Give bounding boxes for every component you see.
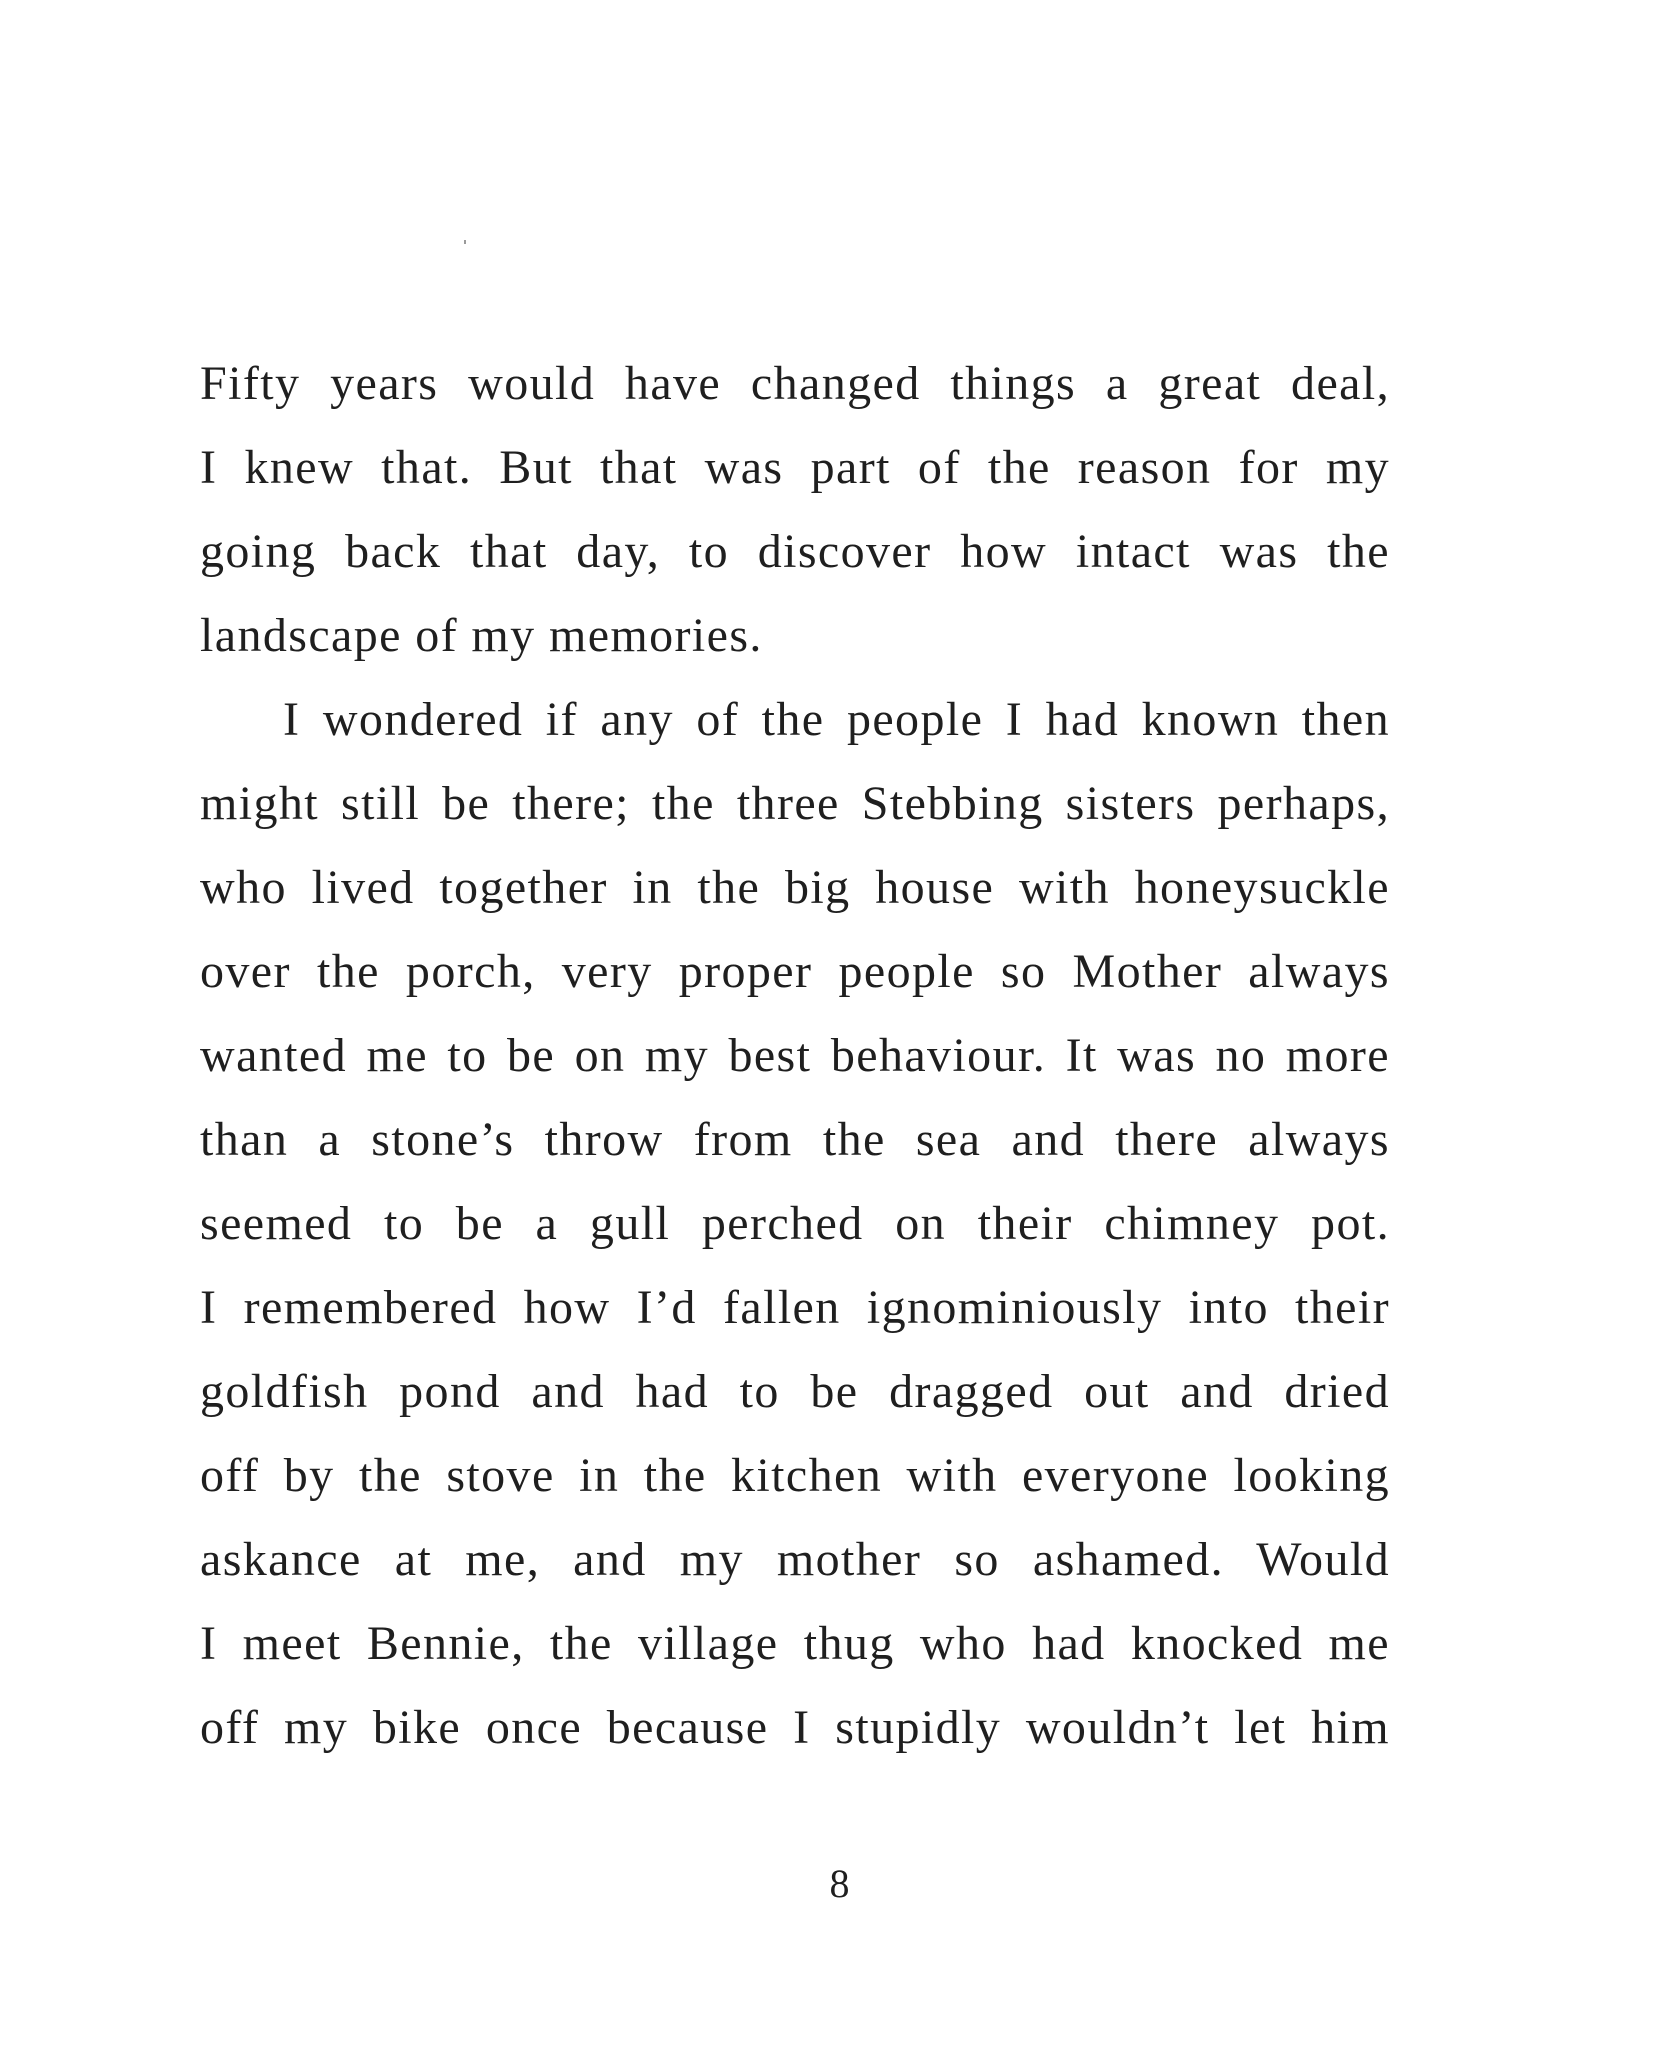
body-text	[200, 342, 1390, 1770]
text-line: off my bike once because I stupidly wouldn’t let him	[200, 1701, 1390, 1754]
page-number: 8	[829, 1861, 850, 1906]
text-line: I knew that. But that was part of the reason for my	[200, 441, 1390, 494]
text-line: going back that day, to discover how intact was the	[200, 525, 1390, 578]
text-line: Fifty years would have changed things a great deal,	[200, 357, 1390, 410]
text-line: askance at me, and my mother so ashamed. Would	[200, 1533, 1390, 1586]
print-speck	[464, 240, 466, 244]
text-line: over the porch, very proper people so Mother always	[200, 945, 1390, 998]
text-line: off by the stove in the kitchen with everyone looking	[200, 1449, 1390, 1502]
text-line: who lived together in the big house with honeysuckle	[200, 861, 1390, 914]
text-line: I wondered if any of the people I had known then	[283, 693, 1390, 746]
text-line: landscape of my memories.	[200, 609, 763, 662]
text-line: wanted me to be on my best behaviour. It was no more	[200, 1029, 1390, 1082]
text-line: than a stone’s throw from the sea and there always	[200, 1113, 1390, 1166]
text-line: I meet Bennie, the village thug who had knocked me	[200, 1617, 1390, 1670]
text-line: I remembered how I’d fallen ignominiously into their	[200, 1281, 1390, 1334]
text-line: seemed to be a gull perched on their chimney pot.	[200, 1197, 1390, 1250]
text-line: might still be there; the three Stebbing sisters perhaps,	[200, 777, 1390, 830]
text-line: goldfish pond and had to be dragged out and dried	[200, 1365, 1390, 1418]
